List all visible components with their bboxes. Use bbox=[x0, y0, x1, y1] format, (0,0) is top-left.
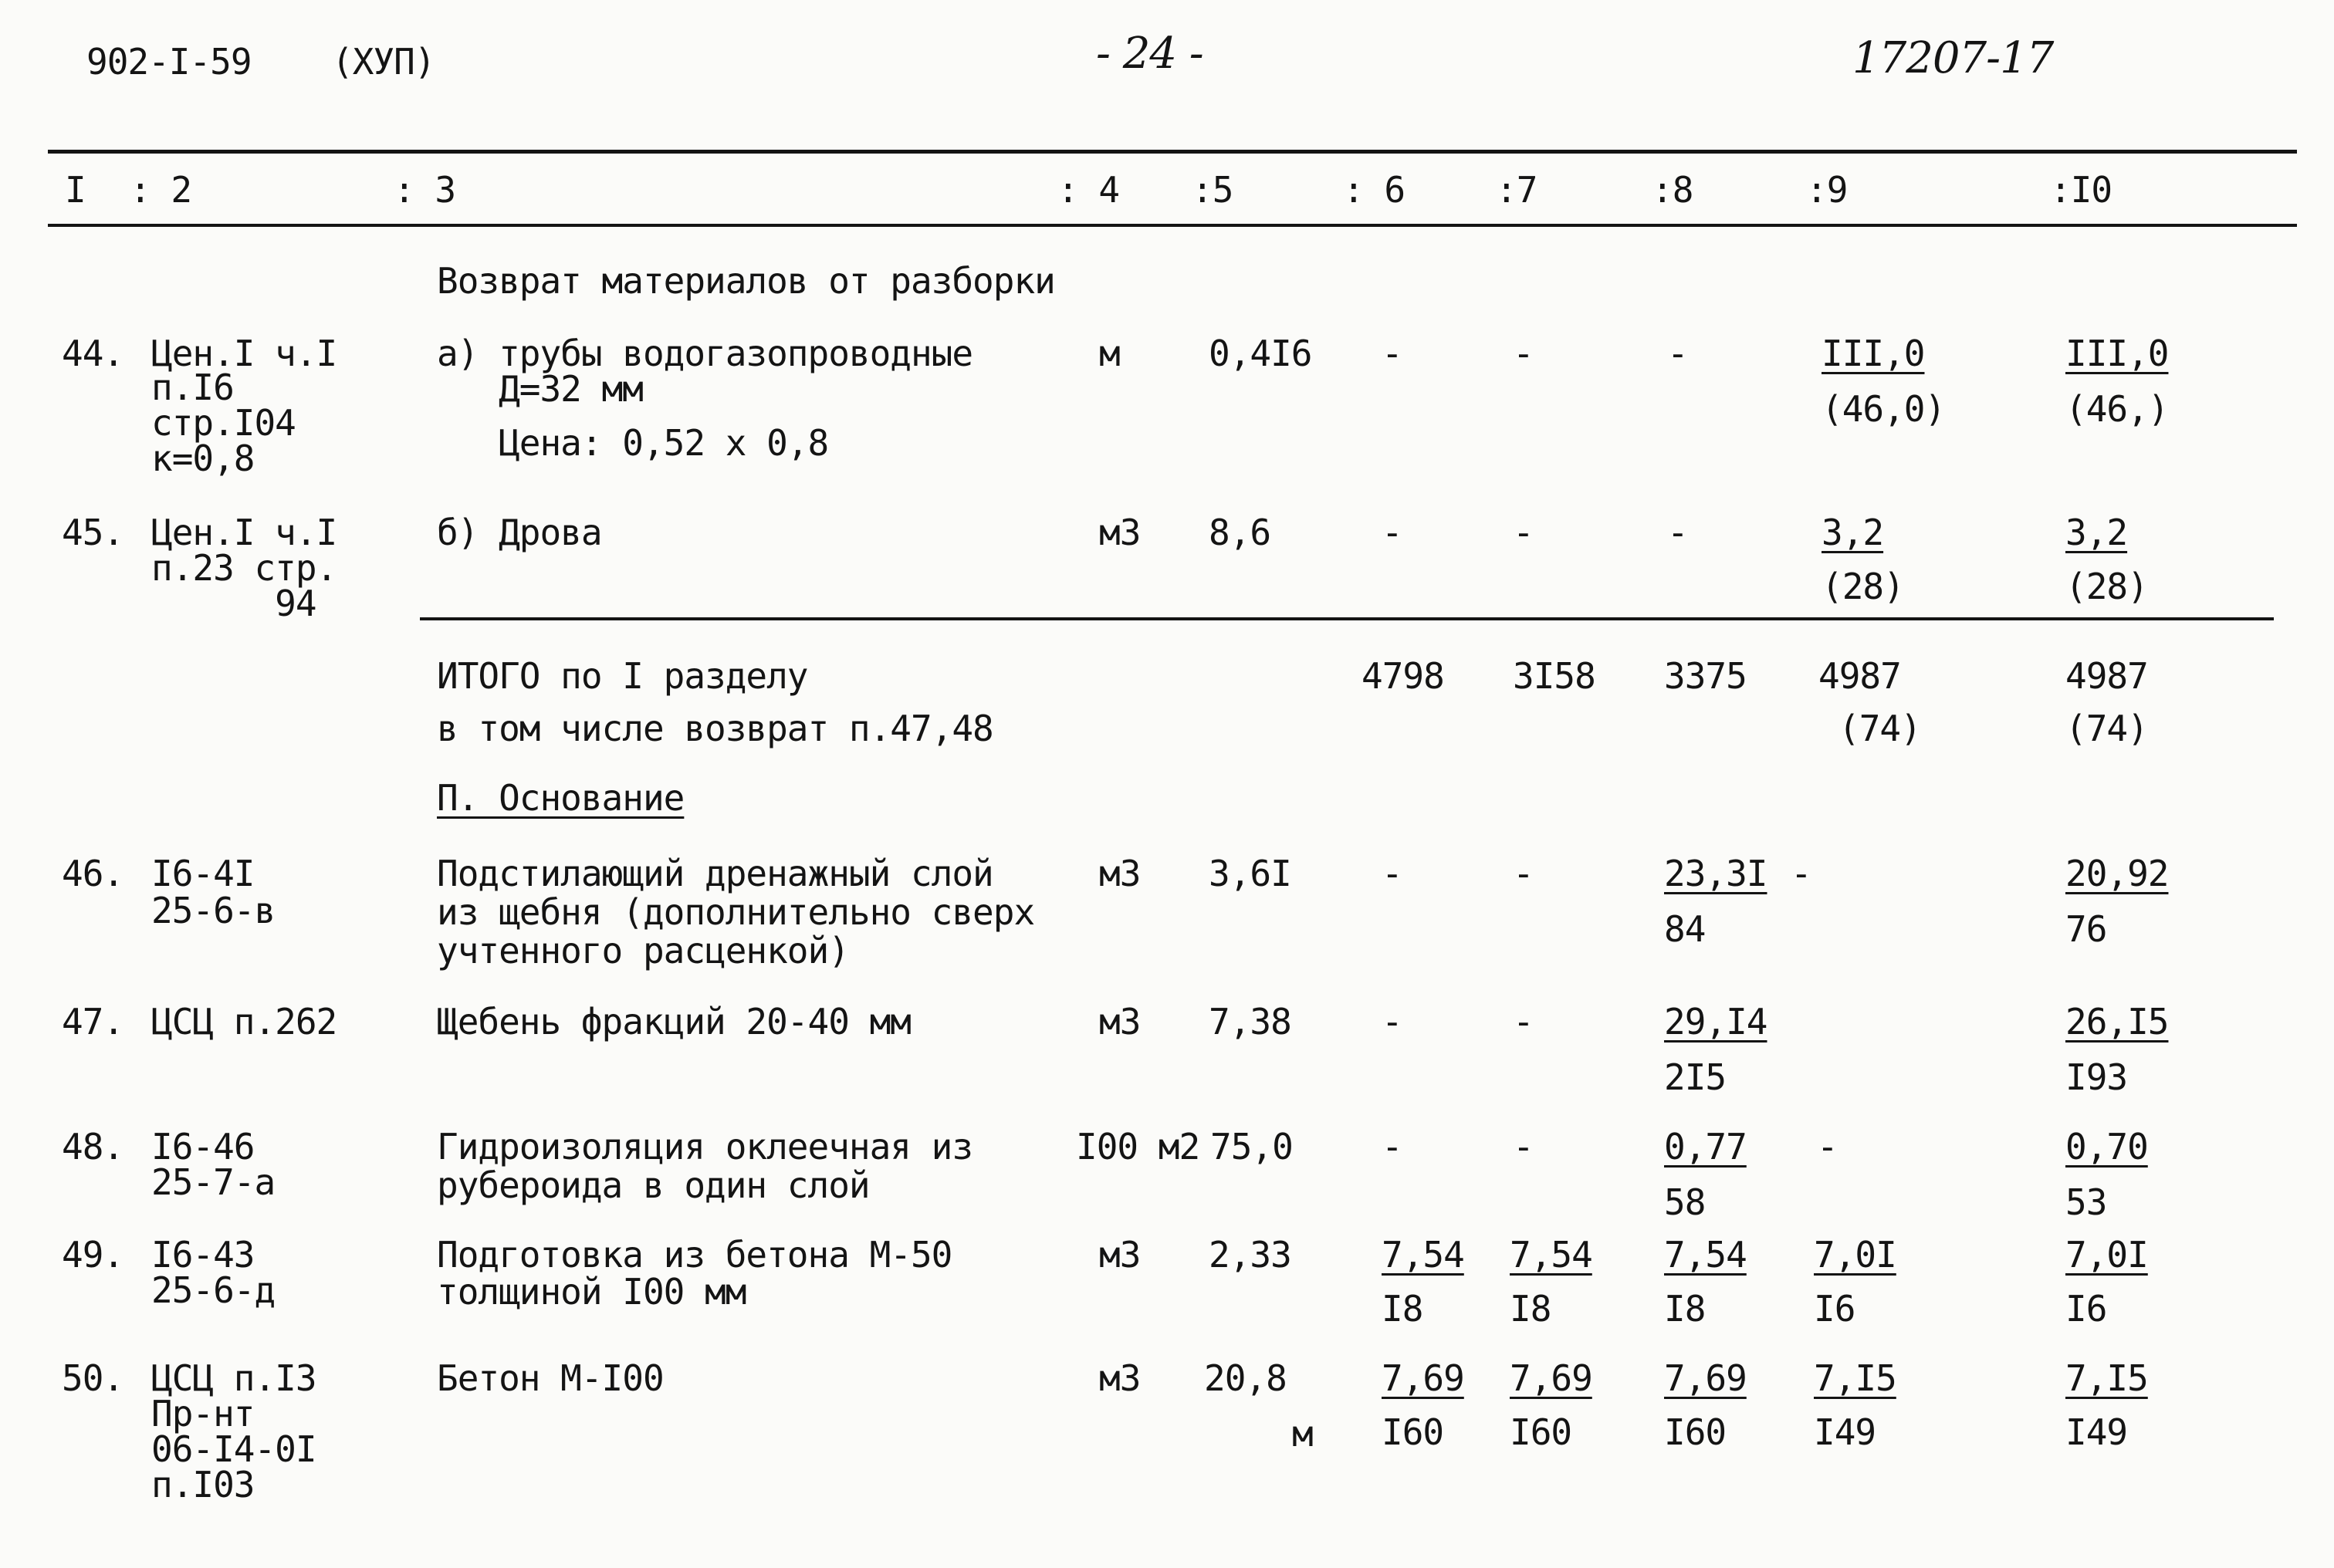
cell-c7-sub: I60 bbox=[1510, 1411, 1572, 1453]
cell-c10-sub: 53 bbox=[2065, 1181, 2107, 1223]
cell-c6-sub: I8 bbox=[1382, 1288, 1423, 1330]
cell-c10-value: 7,0I bbox=[2065, 1234, 2148, 1276]
row-number: 50. bbox=[62, 1357, 124, 1399]
cell-c8-value: 7,69 bbox=[1664, 1357, 1747, 1399]
header-rule bbox=[48, 224, 2297, 227]
col-3: : 3 bbox=[394, 169, 456, 211]
doc-sub: (ХУП) bbox=[332, 41, 435, 83]
cell-c7: - bbox=[1513, 1126, 1534, 1168]
cell-c9-sub: I6 bbox=[1814, 1288, 1855, 1330]
row-description: рубероида в один слой bbox=[437, 1164, 870, 1206]
row-number: 48. bbox=[62, 1126, 124, 1168]
row-unit: I00 м2 bbox=[1076, 1126, 1200, 1168]
row-base: п.I03 bbox=[151, 1464, 255, 1505]
row-base: ЦСЦ п.I3 bbox=[151, 1357, 316, 1399]
cell-c10-sub: I6 bbox=[2065, 1288, 2107, 1330]
cell-c9-sub: I49 bbox=[1814, 1411, 1876, 1453]
row-unit: м3 bbox=[1099, 512, 1141, 553]
top-rule bbox=[48, 150, 2297, 154]
doc-code: 902-I-59 bbox=[86, 41, 252, 83]
row-base: Цен.I ч.I bbox=[151, 512, 337, 553]
row-description: Подстилающий дренажный слой bbox=[437, 853, 993, 894]
row-quantity: 0,4I6 bbox=[1209, 333, 1312, 374]
row-base: 25-6-д bbox=[151, 1269, 276, 1311]
row-description: Гидроизоляция оклеечная из bbox=[437, 1126, 973, 1168]
row-quantity: 3,6I bbox=[1209, 853, 1291, 894]
cell-c8: - bbox=[1667, 333, 1688, 374]
col-4: : 4 bbox=[1057, 169, 1120, 211]
col-2: : 2 bbox=[130, 169, 192, 211]
cell-c6: - bbox=[1382, 333, 1402, 374]
cell-c9-value: 7,0I bbox=[1814, 1234, 1896, 1276]
row-unit: м3 bbox=[1099, 1234, 1141, 1276]
cell-c6-sub: I60 bbox=[1382, 1411, 1444, 1453]
row-base: п.I6 bbox=[151, 367, 234, 408]
row-base: 25-7-а bbox=[151, 1161, 276, 1203]
cell-c9: - bbox=[1817, 1126, 1838, 1168]
row-description: а) трубы водогазопроводные bbox=[437, 333, 973, 374]
total-label: ИТОГО по I разделу bbox=[437, 655, 808, 697]
cell-c8-sub: I8 bbox=[1664, 1288, 1706, 1330]
section-title: П. Основание bbox=[437, 777, 685, 819]
section-return-title: Возврат материалов от разборки bbox=[437, 260, 1055, 302]
row-base: 94 bbox=[151, 583, 316, 624]
cell-c8-sub: 58 bbox=[1664, 1181, 1706, 1223]
cell-c10-value: 3,2 bbox=[2065, 512, 2128, 553]
row-base: 06-I4-0I bbox=[151, 1428, 316, 1470]
col-9: :9 bbox=[1806, 169, 1848, 211]
cell-c8: - bbox=[1667, 512, 1688, 553]
cell-c8-value: 0,77 bbox=[1664, 1126, 1747, 1168]
total-return-label: в том числе возврат п.47,48 bbox=[437, 708, 993, 749]
cell-c9-value: 3,2 bbox=[1822, 512, 1884, 553]
cell-c10-sub: I93 bbox=[2065, 1056, 2128, 1098]
cell-c10-value: 7,I5 bbox=[2065, 1357, 2148, 1399]
cell-c10-sub: I49 bbox=[2065, 1411, 2128, 1453]
col-5: :5 bbox=[1192, 169, 1233, 211]
row-base: стр.I04 bbox=[151, 402, 296, 444]
row-quantity: 2,33 bbox=[1209, 1234, 1291, 1276]
row-base: I6-46 bbox=[151, 1126, 255, 1168]
row-base: ЦСЦ п.262 bbox=[151, 1001, 337, 1043]
cell-c9: - bbox=[1791, 853, 1811, 894]
cell-c6: - bbox=[1382, 853, 1402, 894]
row-number: 46. bbox=[62, 853, 124, 894]
row-description: Д=32 мм bbox=[437, 368, 643, 410]
cell-c8-value: 29,I4 bbox=[1664, 1001, 1767, 1043]
row-base: к=0,8 bbox=[151, 438, 255, 479]
cell-c10-value: 0,70 bbox=[2065, 1126, 2148, 1168]
total-c10-return: (74) bbox=[2065, 708, 2148, 749]
row-unit: м3 bbox=[1099, 1357, 1141, 1399]
cell-c10-sub: 76 bbox=[2065, 908, 2107, 950]
row-description: Бетон М-I00 bbox=[437, 1357, 664, 1399]
row-description: Щебень фракций 20-40 мм bbox=[437, 1001, 911, 1043]
row-description: толщиной I00 мм bbox=[437, 1271, 746, 1313]
row-description: Цена: 0,52 х 0,8 bbox=[437, 422, 829, 464]
subtotal-rule bbox=[420, 617, 2274, 620]
cell-c7: - bbox=[1513, 333, 1534, 374]
cell-c8-sub: 2I5 bbox=[1664, 1056, 1727, 1098]
cell-c9-sub: (28) bbox=[1822, 566, 1904, 607]
total-c6: 4798 bbox=[1362, 655, 1444, 697]
row-quantity-note: м bbox=[1292, 1413, 1313, 1455]
cell-c9-value: 7,I5 bbox=[1814, 1357, 1896, 1399]
cell-c7-value: 7,54 bbox=[1510, 1234, 1592, 1276]
row-base: Цен.I ч.I bbox=[151, 333, 337, 374]
total-c10: 4987 bbox=[2065, 655, 2148, 697]
row-quantity: 8,6 bbox=[1209, 512, 1271, 553]
cell-c9-value: III,0 bbox=[1822, 333, 1925, 374]
cell-c8-sub: I60 bbox=[1664, 1411, 1727, 1453]
col-8: :8 bbox=[1652, 169, 1693, 211]
col-7: :7 bbox=[1496, 169, 1537, 211]
row-base: 25-6-в bbox=[151, 890, 276, 931]
row-quantity: 7,38 bbox=[1209, 1001, 1291, 1043]
cell-c6: - bbox=[1382, 512, 1402, 553]
row-number: 47. bbox=[62, 1001, 124, 1043]
row-number: 45. bbox=[62, 512, 124, 553]
row-description: Подготовка из бетона М-50 bbox=[437, 1234, 952, 1276]
row-base: п.23 стр. bbox=[151, 547, 337, 589]
row-base: I6-4I bbox=[151, 853, 255, 894]
row-unit: м3 bbox=[1099, 1001, 1141, 1043]
page-number: - 24 - bbox=[1096, 29, 1203, 79]
cell-c6: - bbox=[1382, 1001, 1402, 1043]
cell-c7-value: 7,69 bbox=[1510, 1357, 1592, 1399]
cell-c7: - bbox=[1513, 512, 1534, 553]
cell-c10-value: 26,I5 bbox=[2065, 1001, 2169, 1043]
cell-c7: - bbox=[1513, 1001, 1534, 1043]
row-description: б) Дрова bbox=[437, 512, 602, 553]
row-unit: м3 bbox=[1099, 853, 1141, 894]
cell-c10-value: 20,92 bbox=[2065, 853, 2169, 894]
cell-c6: - bbox=[1382, 1126, 1402, 1168]
row-base: I6-43 bbox=[151, 1234, 255, 1276]
cell-c10-sub: (28) bbox=[2065, 566, 2148, 607]
row-number: 49. bbox=[62, 1234, 124, 1276]
row-description: из щебня (дополнительно сверх bbox=[437, 891, 1035, 933]
cell-c10-value: III,0 bbox=[2065, 333, 2169, 374]
cell-c6-value: 7,54 bbox=[1382, 1234, 1464, 1276]
total-c9: 4987 bbox=[1818, 655, 1901, 697]
archive-number: 17207-17 bbox=[1852, 33, 2054, 83]
row-number: 44. bbox=[62, 333, 124, 374]
col-6: : 6 bbox=[1343, 169, 1405, 211]
cell-c8-value: 7,54 bbox=[1664, 1234, 1747, 1276]
cell-c6-value: 7,69 bbox=[1382, 1357, 1464, 1399]
row-quantity: 20,8 bbox=[1204, 1357, 1287, 1399]
row-unit: м bbox=[1099, 333, 1120, 374]
total-c9-return: (74) bbox=[1838, 708, 1921, 749]
row-description: учтенного расценкой) bbox=[437, 930, 849, 972]
total-c7: 3I58 bbox=[1513, 655, 1595, 697]
cell-c7: - bbox=[1513, 853, 1534, 894]
row-quantity: 75,0 bbox=[1210, 1126, 1293, 1168]
cell-c7-sub: I8 bbox=[1510, 1288, 1551, 1330]
col-10: :I0 bbox=[2050, 169, 2112, 211]
cell-c8-value: 23,3I bbox=[1664, 853, 1767, 894]
total-c8: 3375 bbox=[1664, 655, 1747, 697]
cell-c9-sub: (46,0) bbox=[1822, 388, 1946, 430]
cell-c8-sub: 84 bbox=[1664, 908, 1706, 950]
cell-c10-sub: (46,) bbox=[2065, 388, 2169, 430]
col-1: I bbox=[65, 169, 86, 211]
row-base: Пр-нт bbox=[151, 1393, 255, 1435]
